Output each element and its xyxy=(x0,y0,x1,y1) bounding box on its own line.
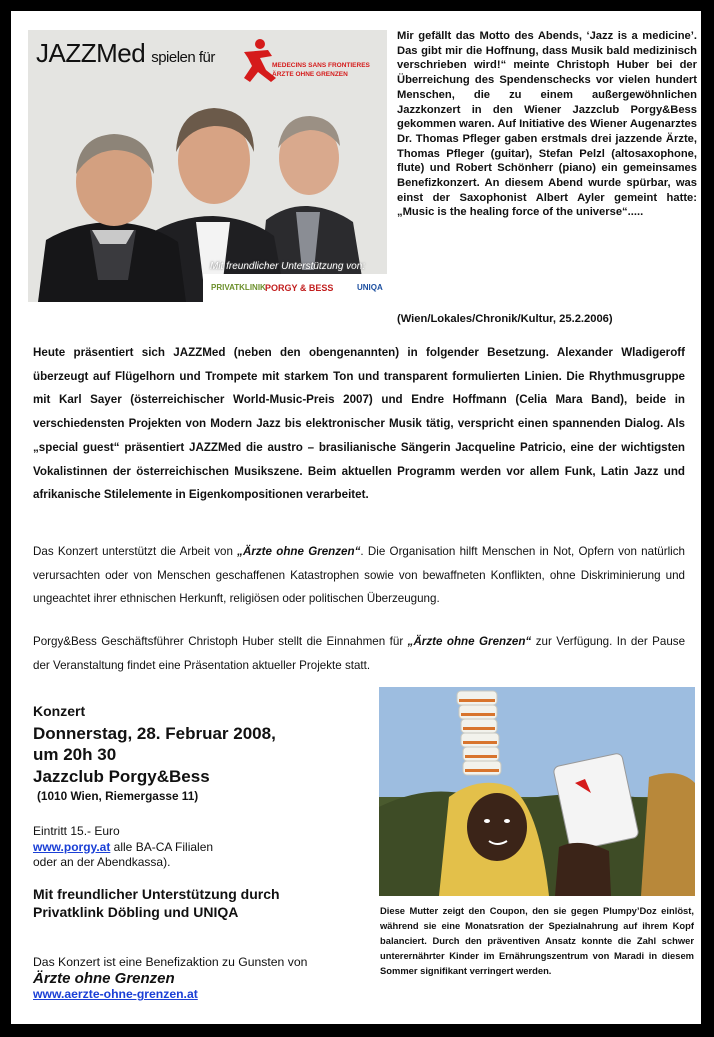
privatklinik-logo: PRIVATKLINIK xyxy=(211,283,266,292)
brand-heading: JAZZMed spielen für xyxy=(36,38,215,68)
event-venue: Jazzclub Porgy&Bess xyxy=(33,767,210,786)
proceeds-paragraph: Porgy&Bess Geschäftsführer Christoph Huber stellt die Einnahmen für „Ärzte ohne Grenzen“ zur Verfügung. In der Pause der Veranstaltung findet eine Präsentation aktueller Projekte statt. xyxy=(33,635,686,672)
event-label: Konzert xyxy=(33,703,86,719)
photo-caption: Diese Mutter zeigt den Coupon, den sie gegen Plumpy’Doz einlöst, während sie eine Monatsration der Spezialnahrung auf ihrem Kopf balanciert. Durch den präventiven Ansatz konnte die Zahl schwer unterernährter Kinder im Ernährungszentrum von Maradi in diesem Sommer signifikant verringert werden. xyxy=(380,905,694,976)
porgy-link[interactable]: www.porgy.at xyxy=(33,839,111,854)
lineup-paragraph: Heute präsentiert sich JAZZMed (neben den obengenannten) in folgender Besetzung. Alexander Wladigeroff überzeugt auf Flügelhorn und Trompete mit starkem Ton und transparent formulierten Linien. Die Rhythmusgruppe mit Karl Sayer (österreichischer World-Music-Preis 2007) und Endre Hoffmann (Celia Mara Band), beide in verschiedensten Projekten von Modern Jazz bis elektronischer Musik tätig, verspricht einen spannenden Dialog. Als „special guest“ präsentiert JAZZMed die austro – brasilianische Sängerin Jacqueline Patricio, eine der wichtigsten Vokalistinnen der österreichischen Musikszene. Beim aktuellen Programm werden vor allem Funk, Latin Jazz und afrikanische Stilelemente in Eigenkompositionen verarbeitet. xyxy=(33,346,685,502)
msf-paragraph: Das Konzert unterstützt die Arbeit von „Ärzte ohne Grenzen“. Die Organisation hilft Menschen in Not, Opfern von natürlich verursachten oder von Menschen geschaffenen Katastrophen sowie von bewaffneten Konflikten, ohne Diskriminierung und ungeachtet ihrer ethnischen Herkunft, religiösen oder politischen Überzeugung. xyxy=(33,545,685,606)
uniqa-logo: UNIQA xyxy=(357,283,383,292)
press-quote: Mir gefällt das Motto des Abends, ‘Jazz is a medicine’. Das gibt mir die Hoffnung, dass Musik bald medizinisch verschrieben wird!“ meinte Christoph Huber bei der Überreichung des Spendenschecks vor vielen hundert Menschen, die zu einem außergewöhnlichen Jazzkonzert in den Wiener Jazzclub Porgy&Bess gekommen waren. Auf Initiative des Wiener Augenarztes Dr. Thomas Pfleger gaben erstmals drei jazzende Ärzte, Thomas Pfleger (guitar), Stefan Pelzl (altosaxophone, flute) und Robert Schönherr (piano) ein gemeinsames Benefizkonzert. An diesem Abend wurde spürbar, was einst der Saxophonist Albert Ayler gemeint hatte: „Music is the healing force of the universe“..... xyxy=(397,30,697,219)
sponsor-logos xyxy=(203,274,387,302)
event-address: (1010 Wien, Riemergasse 11) xyxy=(37,789,199,803)
benefit-info: Das Konzert ist eine Benefizaktion zu Gunsten von Ärzte ohne Grenzen www.aerzte-ohne-grenzen.at xyxy=(33,955,308,1001)
sponsor-note: Mit freundlicher Unterstützung von: xyxy=(210,261,366,272)
msf-logo xyxy=(238,36,383,94)
msf-logo-text-fr: MEDECINS SANS FRONTIERES xyxy=(272,62,370,69)
event-date: Donnerstag, 28. Februar 2008, um 20h 30 xyxy=(33,724,276,764)
msf-website-link[interactable]: www.aerzte-ohne-grenzen.at xyxy=(33,987,198,1001)
msf-logo-text-de: ÄRZTE OHNE GRENZEN xyxy=(272,71,348,78)
quote-source: (Wien/Lokales/Chronik/Kultur, 25.2.2006) xyxy=(397,313,613,325)
ticket-info: Eintritt 15.- Euro www.porgy.at alle BA-CA Filialen oder an der Abendkassa). xyxy=(33,824,214,869)
mother-photo xyxy=(379,687,695,896)
porgy-bess-logo: PORGY & BESS xyxy=(265,283,334,293)
mother-with-coupon-illustration xyxy=(379,687,695,896)
band-photo xyxy=(28,30,387,302)
flyer-page xyxy=(11,11,701,1024)
support-credits: Mit freundlicher Unterstützung durch Privatklink Döbling und UNIQA xyxy=(33,886,280,920)
